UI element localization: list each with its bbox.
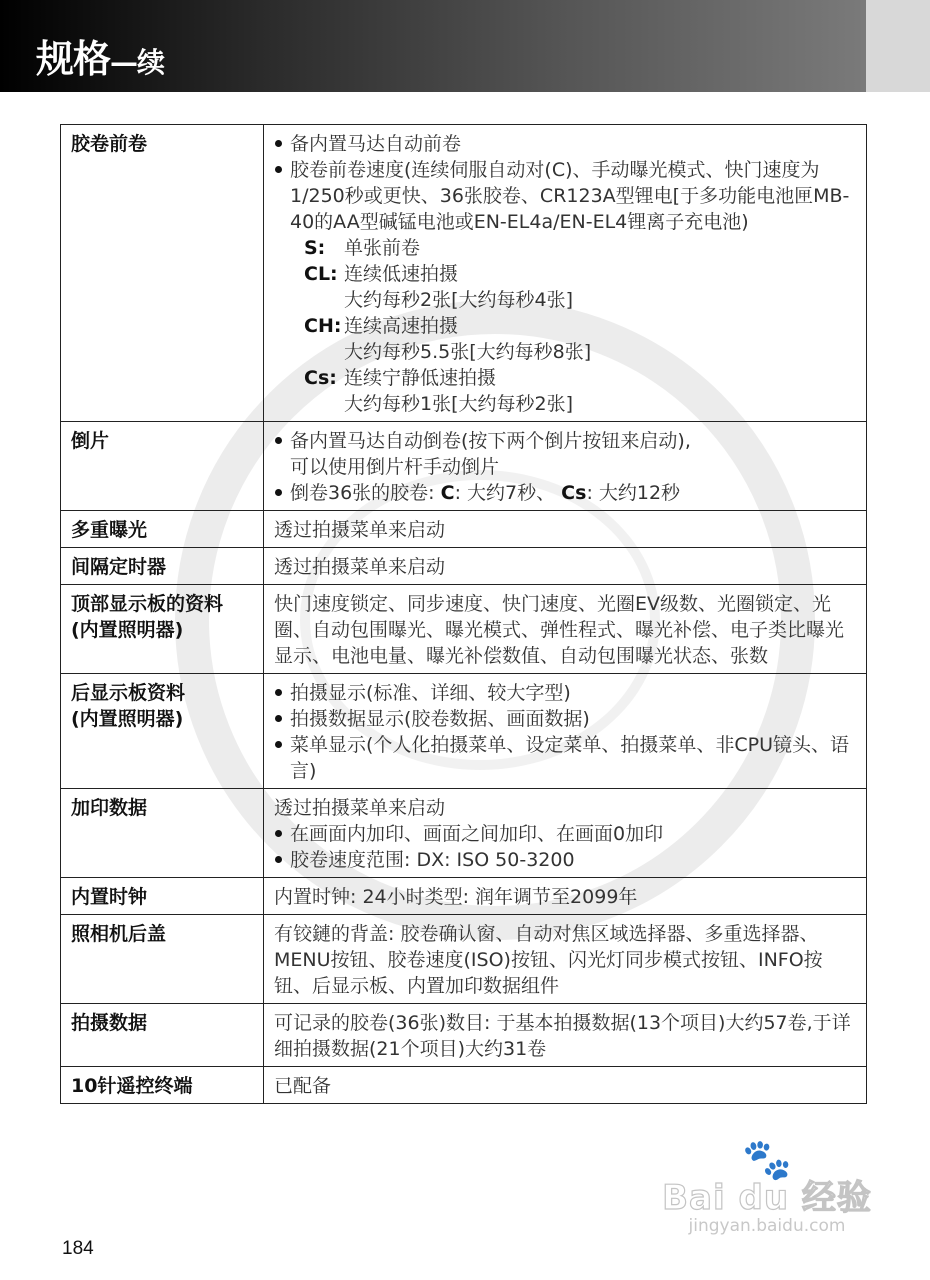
mode-rate: 大约每秒1张[大约每秒2张] [344,393,574,415]
table-row-film-advance [61,125,867,422]
baidu-watermark-logo [662,1137,872,1236]
mode-desc: 连续宁静低速拍摄 [344,367,497,389]
row-value [264,125,867,422]
row-value: 已配备 [264,1067,867,1104]
row-value [264,674,867,789]
mode-desc: 连续高速拍摄 [344,315,459,337]
mode-code: S: [304,237,326,259]
row-value: 有铰鏈的背盖: 胶卷确认窗、自动对焦区域选择器、多重选择器、MENU按钮、胶卷速度(ISO)按钮、闪光灯同步模式按钮、INFO按钮、后显示板、内置加印数据组件 [264,915,867,1004]
row-label: 10针遥控终端 [61,1067,264,1104]
row-value: 透过拍摄菜单来启动 [264,548,867,585]
row-label: 多重曝光 [61,511,264,548]
table-row-interval-timer [61,548,867,585]
list-item-text: : 大约12秒 [586,482,681,504]
list-item: 拍摄数据显示(胶卷数据、画面数据) [274,706,856,732]
page-number: 184 [62,1238,94,1259]
mode-rate: 大约每秒5.5张[大约每秒8张] [344,341,592,363]
row-label: 间隔定时器 [61,548,264,585]
advance-mode-cs [274,365,856,391]
row-label-line: 顶部显示板的资料 [71,593,224,615]
row-label: 照相机后盖 [61,915,264,1004]
mode-symbol-cs: Cs [561,482,587,504]
row-value [264,422,867,511]
mode-code: CH: [304,315,342,337]
table-row-clock [61,878,867,915]
row-label-line: 后显示板资料 [71,682,186,704]
row-label: 拍摄数据 [61,1004,264,1067]
table-row-camera-back [61,915,867,1004]
list-item: 胶卷速度范围: DX: ISO 50-3200 [274,847,856,873]
row-value: 透过拍摄菜单来启动 [264,511,867,548]
paw-icon: 🐾 [742,1137,792,1183]
list-item: 在画面内加印、画面之间加印、在画面0加印 [274,821,856,847]
row-label [61,674,264,789]
table-row-rear-lcd [61,674,867,789]
list-item-text: 可以使用倒片杆手动倒片 [290,456,500,478]
mode-code: Cs: [304,367,337,389]
list-item-text: 倒卷36张的胶卷: [290,482,435,504]
table-row-shooting-data [61,1004,867,1067]
page-title [36,34,164,88]
mode-desc: 单张前卷 [344,237,421,259]
row-label: 内置时钟 [61,878,264,915]
row-value [264,789,867,878]
row-label-line: (内置照明器) [71,619,184,641]
mode-symbol-c: C [440,482,455,504]
mode-code: CL: [304,263,338,285]
row-label [61,585,264,674]
table-row-rewind [61,422,867,511]
header-side-tab [866,0,930,92]
row-label-line: (内置照明器) [71,708,184,730]
watermark-url: jingyan.baidu.com [688,1216,846,1236]
advance-mode-s [274,235,856,261]
list-item [274,480,856,506]
list-item: 备内置马达自动前卷 [274,131,856,157]
list-item-text: 备内置马达自动倒卷(按下两个倒片按钮来启动), [290,430,691,452]
list-item [274,428,856,480]
table-row-data-imprint [61,789,867,878]
page-title-sub: —续 [110,46,165,79]
row-value: 可记录的胶卷(36张)数目: 于基本拍摄数据(13个项目)大约57卷,于详细拍摄数据(21个项目)大约31卷 [264,1004,867,1067]
watermark-brand: Bai du 经验 [662,1178,872,1218]
list-item: 胶卷前卷速度(连续伺服自动对(C)、手动曝光模式、快门速度为1/250秒或更快、36张胶卷、CR123A型锂电[于多功能电池匣MB-40的AA型碱锰电池或EN-EL4a/EN-EL4锂离子充电池) [274,157,856,235]
table-row-remote-terminal [61,1067,867,1104]
list-item-text: : 大约7秒、 [454,482,556,504]
spec-table [60,124,867,1104]
row-intro: 透过拍摄菜单来启动 [274,797,446,819]
row-label: 胶卷前卷 [61,125,264,422]
page-title-main: 规格 [36,37,111,81]
row-value: 快门速度锁定、同步速度、快门速度、光圈EV级数、光圈锁定、光圈、自动包围曝光、曝光模式、弹性程式、曝光补偿、电子类比曝光显示、电池电量、曝光补偿数值、自动包围曝光状态、张数 [264,585,867,674]
advance-mode-cl [274,261,856,287]
table-row-top-lcd [61,585,867,674]
table-row-multiple-exposure [61,511,867,548]
mode-desc: 连续低速拍摄 [344,263,459,285]
advance-mode-ch [274,313,856,339]
row-label: 倒片 [61,422,264,511]
mode-rate: 大约每秒2张[大约每秒4张] [344,289,574,311]
list-item: 拍摄显示(标准、详细、较大字型) [274,680,856,706]
row-value: 内置时钟: 24小时类型: 润年调节至2099年 [264,878,867,915]
row-label: 加印数据 [61,789,264,878]
list-item: 菜单显示(个人化拍摄菜单、设定菜单、拍摄菜单、非CPU镜头、语言) [274,732,856,784]
